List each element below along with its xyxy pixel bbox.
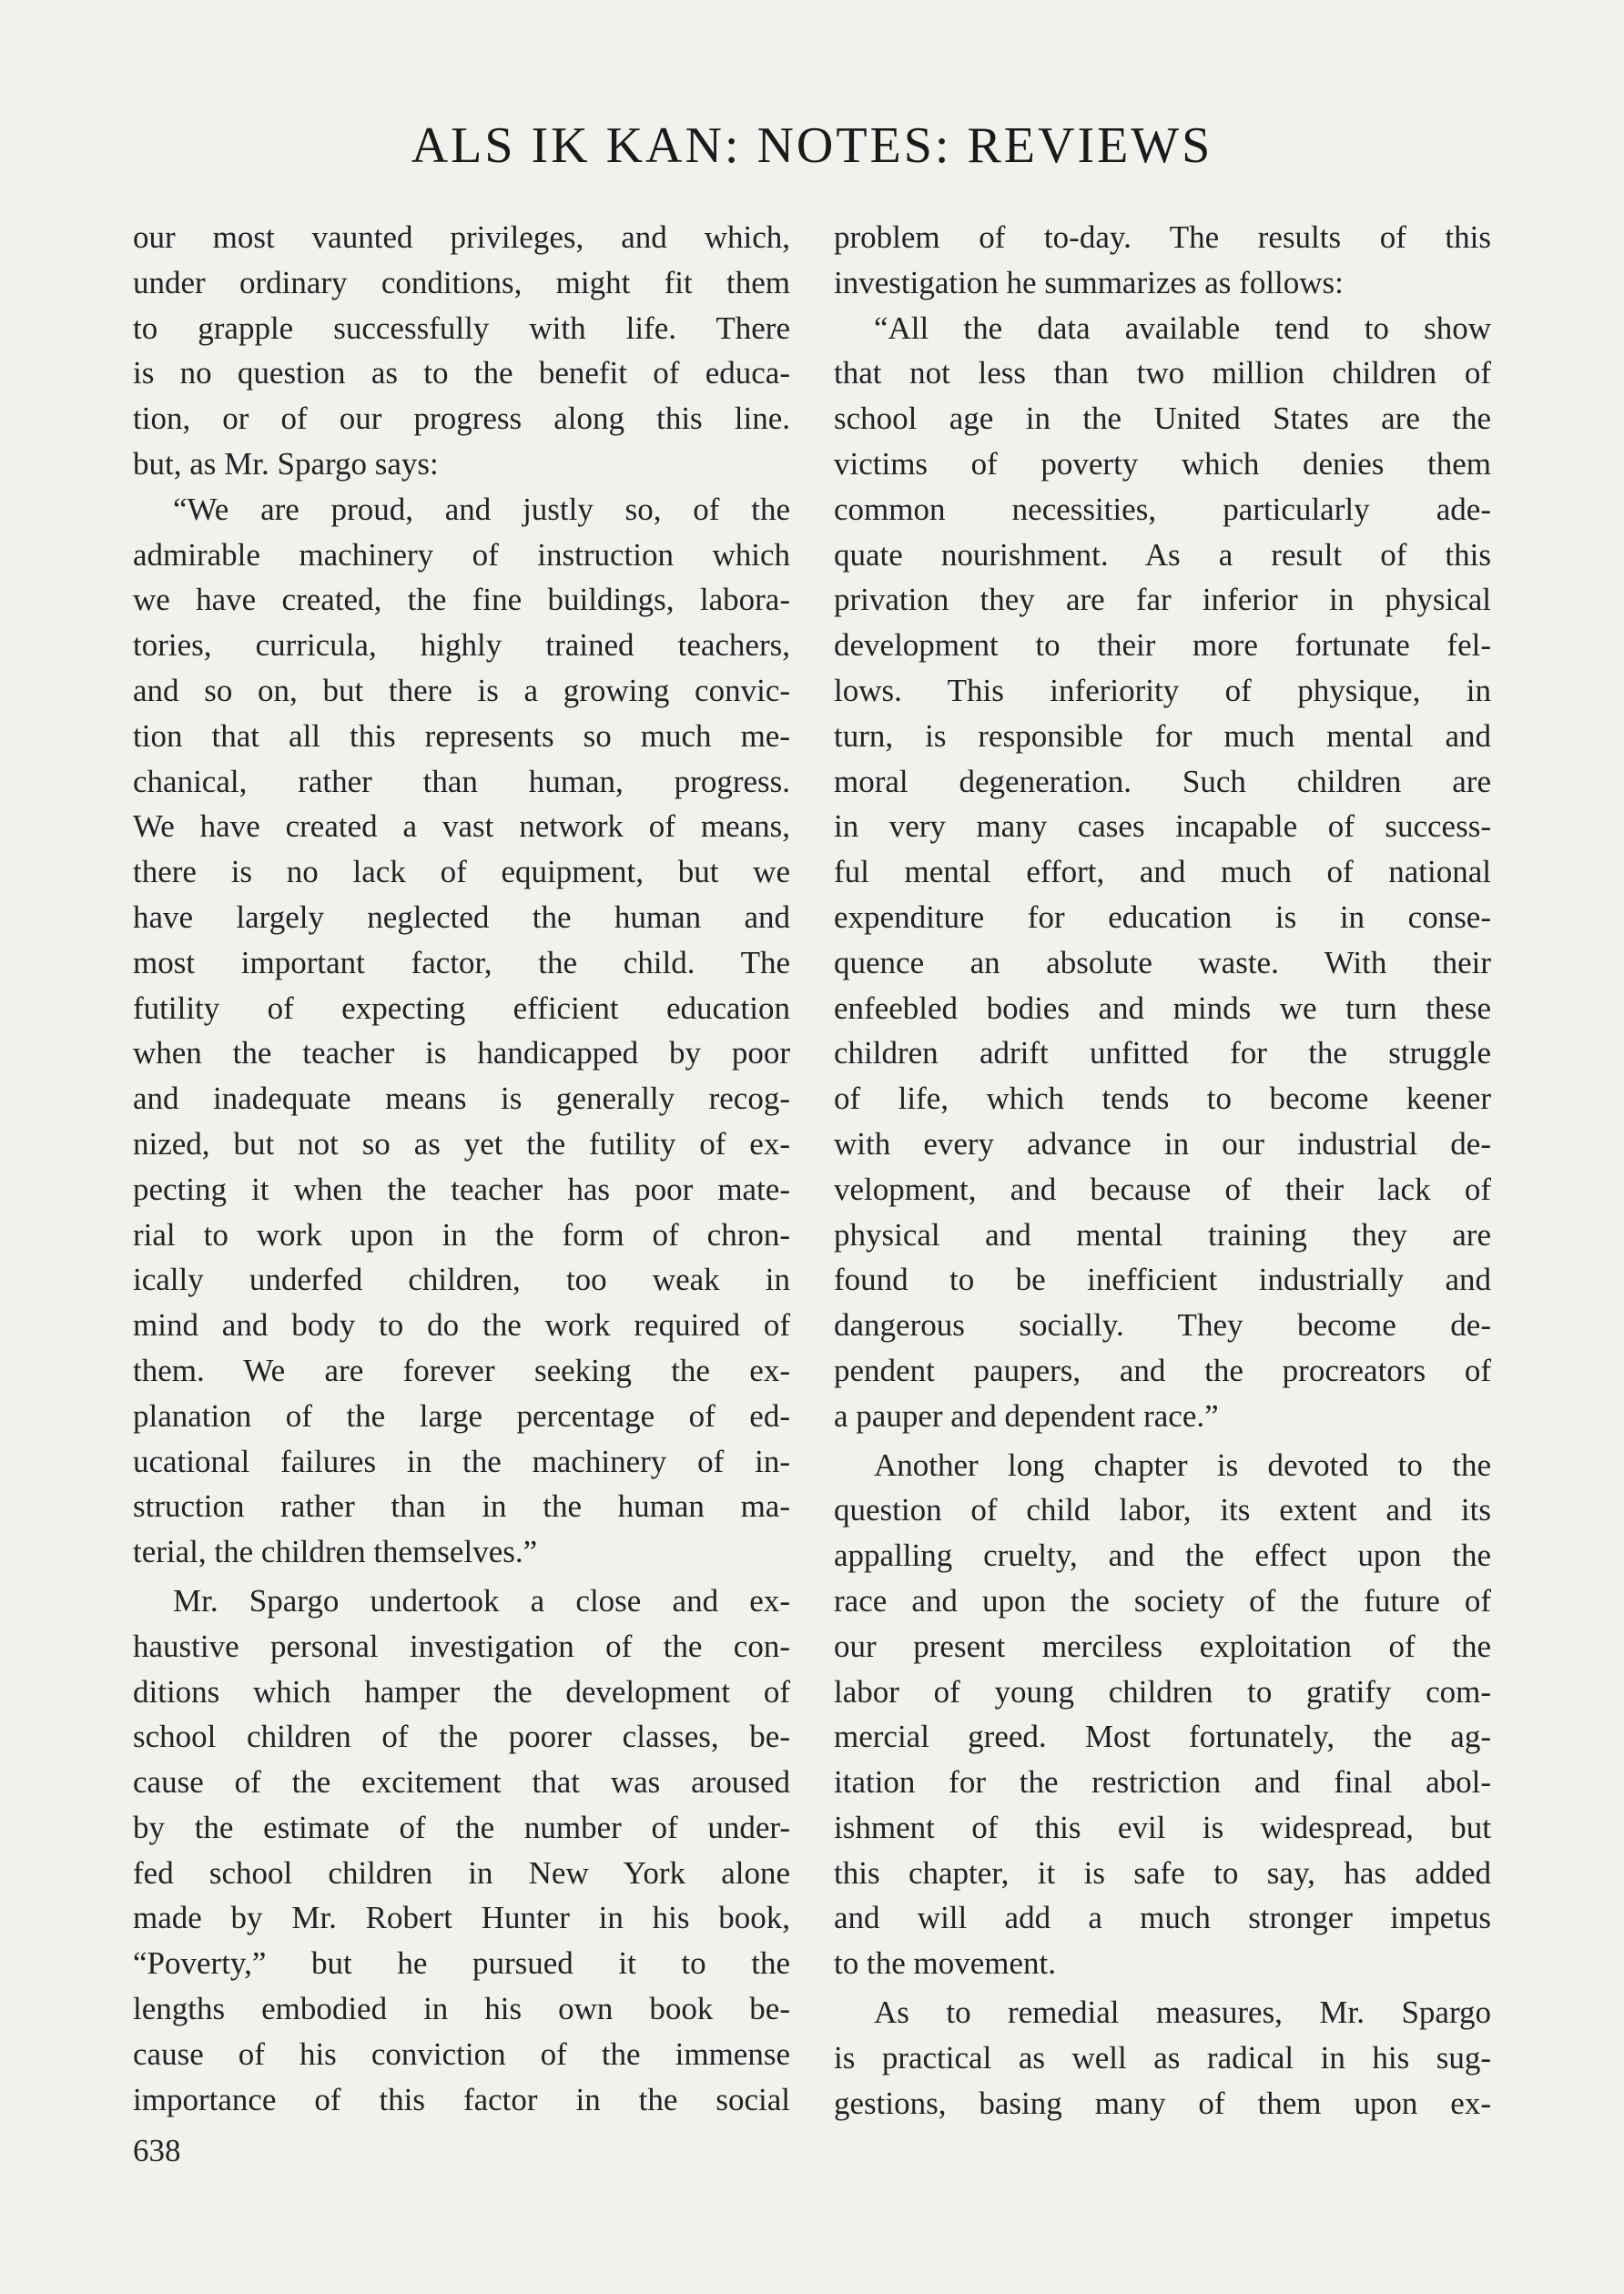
text-line: and so on, but there is a growing convic-: [133, 672, 790, 708]
text-line: to grapple successfully with life. There: [133, 310, 790, 346]
text-line: We have created a vast network of means,: [133, 808, 790, 845]
text-line: chanical, rather than human, progress.: [133, 763, 790, 799]
text-line: children adrift unfitted for the struggle: [834, 1035, 1491, 1071]
text-line: investigation he summarizes as follows:: [834, 264, 1344, 300]
text-line: school children of the poorer classes, be-: [133, 1719, 790, 1755]
text-line: pendent paupers, and the procreators of: [834, 1352, 1491, 1388]
text-line: admirable machinery of instruction which: [133, 536, 790, 573]
left-column: [133, 215, 790, 2122]
text-line: a pauper and dependent race.”: [834, 1397, 1219, 1434]
text-line: ful mental effort, and much of national: [834, 854, 1491, 890]
text-line: with every advance in our industrial de-: [834, 1125, 1491, 1162]
text-line: gestions, basing many of them upon ex-: [834, 2085, 1491, 2121]
text-line: found to be inefficient industrially and: [834, 1262, 1491, 1298]
text-line: problem of to-day. The results of this: [834, 219, 1491, 255]
text-line: is no question as to the benefit of educa-: [133, 355, 790, 391]
running-header: ALS IK KAN: NOTES: REVIEWS: [411, 117, 1213, 174]
text-line: there is no lack of equipment, but we: [133, 854, 790, 890]
text-line: race and upon the society of the future of: [834, 1582, 1491, 1619]
text-line: under ordinary conditions, might fit them: [133, 264, 790, 300]
text-line: futility of expecting efficient education: [133, 990, 790, 1026]
text-line: development to their more fortunate fel-: [834, 627, 1491, 664]
text-line: quate nourishment. As a result of this: [834, 536, 1491, 573]
text-line: our present merciless exploitation of the: [834, 1628, 1491, 1664]
text-line: question of child labor, its extent and its: [834, 1492, 1491, 1528]
text-line: and will add a much stronger impetus: [834, 1900, 1491, 1936]
text-line: Another long chapter is devoted to the: [874, 1446, 1491, 1483]
text-line: moral degeneration. Such children are: [834, 763, 1491, 799]
text-line: ucational failures in the machinery of in-: [133, 1443, 790, 1479]
text-line: pecting it when the teacher has poor mate-: [133, 1171, 790, 1207]
text-line: expenditure for education is in conse-: [834, 898, 1491, 935]
text-line: Mr. Spargo undertook a close and ex-: [173, 1582, 790, 1619]
text-line: dangerous socially. They become de-: [834, 1307, 1491, 1344]
text-line: made by Mr. Robert Hunter in his book,: [133, 1900, 790, 1936]
text-line: most important factor, the child. The: [133, 944, 790, 980]
text-line: “Poverty,” but he pursued it to the: [133, 1945, 790, 1982]
text-line: As to remedial measures, Mr. Spargo: [874, 1995, 1491, 2031]
text-line: physical and mental training they are: [834, 1216, 1491, 1253]
text-line: this chapter, it is safe to say, has added: [834, 1854, 1491, 1891]
text-line: in very many cases incapable of success-: [834, 808, 1491, 845]
text-line: “All the data available tend to show: [874, 310, 1491, 346]
text-line: that not less than two million children of: [834, 355, 1491, 391]
text-line: have largely neglected the human and: [133, 898, 790, 935]
text-line: to the movement.: [834, 1945, 1056, 1982]
text-line: lows. This inferiority of physique, in: [834, 672, 1491, 708]
text-line: ically underfed children, too weak in: [133, 1262, 790, 1298]
page-number: 638: [133, 2133, 181, 2168]
text-line: by the estimate of the number of under-: [133, 1809, 790, 1845]
text-line: cause of the excitement that was aroused: [133, 1764, 790, 1801]
text-line: velopment, and because of their lack of: [834, 1171, 1491, 1207]
text-line: we have created, the fine buildings, labora-: [133, 582, 790, 618]
text-line: school age in the United States are the: [834, 401, 1491, 437]
text-line: nized, but not so as yet the futility of ex-: [133, 1125, 790, 1162]
right-column: [834, 215, 1491, 2126]
text-line: common necessities, particularly ade-: [834, 491, 1491, 527]
text-line: cause of his conviction of the immense: [133, 2035, 790, 2072]
text-line: tion that all this represents so much me-: [133, 717, 790, 754]
text-line: mercial greed. Most fortunately, the ag-: [834, 1719, 1491, 1755]
text-line: appalling cruelty, and the effect upon the: [834, 1538, 1491, 1574]
text-line: them. We are forever seeking the ex-: [133, 1352, 790, 1388]
text-line: fed school children in New York alone: [133, 1854, 790, 1891]
text-line: “We are proud, and justly so, of the: [173, 491, 790, 527]
text-line: planation of the large percentage of ed-: [133, 1397, 790, 1434]
text-line: tion, or of our progress along this line.: [133, 401, 790, 437]
text-line: of life, which tends to become keener: [834, 1081, 1491, 1117]
text-line: itation for the restriction and final abol-: [834, 1764, 1491, 1801]
text-line: tories, curricula, highly trained teachers,: [133, 627, 790, 664]
text-line: labor of young children to gratify com-: [834, 1673, 1491, 1710]
text-line: turn, is responsible for much mental and: [834, 717, 1491, 754]
text-line: lengths embodied in his own book be-: [133, 1991, 790, 2027]
text-line: struction rather than in the human ma-: [133, 1488, 790, 1525]
text-line: privation they are far inferior in physical: [834, 582, 1491, 618]
text-line: enfeebled bodies and minds we turn these: [834, 990, 1491, 1026]
text-line: ditions which hamper the development of: [133, 1673, 790, 1710]
text-line: when the teacher is handicapped by poor: [133, 1035, 790, 1071]
text-line: our most vaunted privileges, and which,: [133, 219, 790, 255]
text-line: is practical as well as radical in his sug-: [834, 2039, 1491, 2076]
text-line: mind and body to do the work required of: [133, 1307, 790, 1344]
text-line: and inadequate means is generally recog-: [133, 1081, 790, 1117]
text-line: ishment of this evil is widespread, but: [834, 1809, 1491, 1845]
text-line: rial to work upon in the form of chron-: [133, 1216, 790, 1253]
text-line: terial, the children themselves.”: [133, 1534, 538, 1570]
text-line: quence an absolute waste. With their: [834, 944, 1491, 980]
text-line: importance of this factor in the social: [133, 2081, 790, 2117]
text-line: haustive personal investigation of the con-: [133, 1628, 790, 1664]
text-line: victims of poverty which denies them: [834, 445, 1491, 482]
text-line: but, as Mr. Spargo says:: [133, 445, 439, 482]
